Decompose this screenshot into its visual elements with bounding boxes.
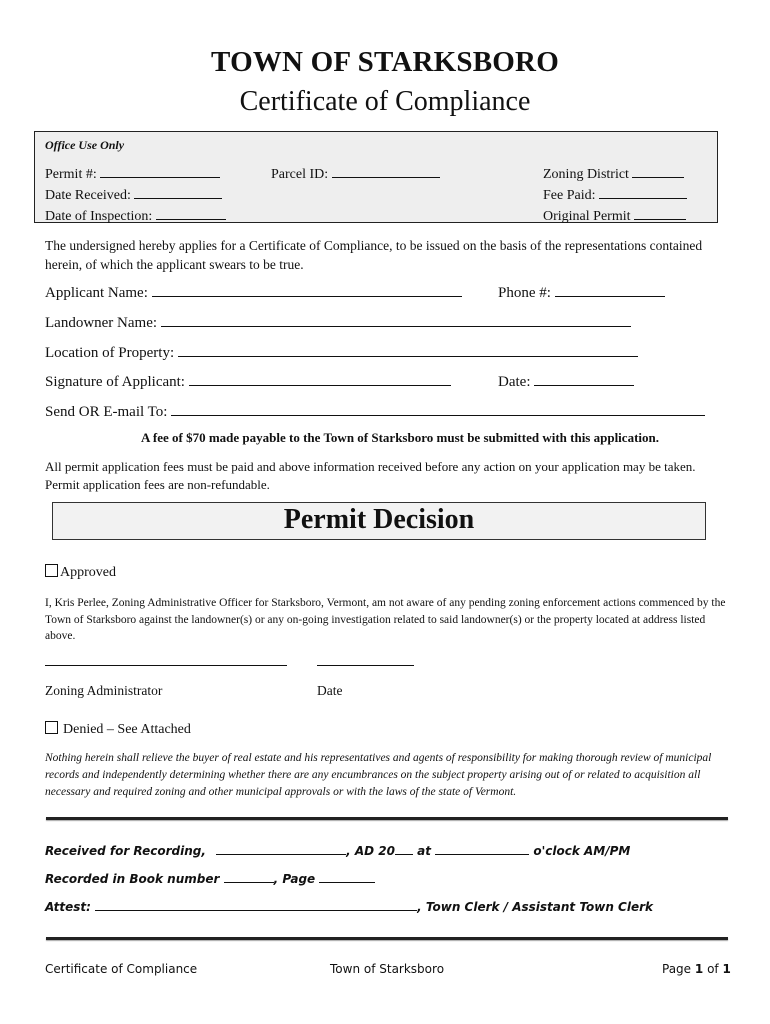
landowner-name-line xyxy=(161,313,631,327)
permit-number-label: Permit #: xyxy=(45,167,97,182)
footer-left: Certificate of Compliance xyxy=(45,962,198,976)
parcel-id-line xyxy=(332,164,440,178)
fee-paid-line xyxy=(599,185,687,199)
parcel-id-label: Parcel ID: xyxy=(271,167,329,182)
applicant-name-label: Applicant Name: xyxy=(45,285,148,301)
book-label: Recorded in Book number xyxy=(45,872,220,886)
book-number-line[interactable] xyxy=(224,871,274,883)
zoning-admin-signature-line[interactable] xyxy=(45,665,287,666)
attest-label: Attest: xyxy=(45,900,91,914)
date-line xyxy=(534,372,634,386)
zoning-district-row[interactable] xyxy=(543,164,687,185)
page-total: 1 xyxy=(722,962,731,976)
date-inspection-label: Date of Inspection: xyxy=(45,209,153,224)
original-permit-label: Original Permit xyxy=(543,209,631,224)
landowner-name-field[interactable] xyxy=(45,313,631,332)
oclock-label: o'clock AM/PM xyxy=(533,844,631,858)
permit-decision-title: Permit Decision xyxy=(283,504,475,535)
parcel-id-row[interactable] xyxy=(271,164,440,185)
permit-decision-box xyxy=(52,502,706,540)
permit-number-line xyxy=(100,164,220,178)
applicant-name-field[interactable] xyxy=(45,283,462,302)
ad-label: , AD 20 xyxy=(346,844,395,858)
date-inspection-row[interactable] xyxy=(45,206,226,227)
phone-line xyxy=(555,283,665,297)
date-label: Date: xyxy=(498,374,531,390)
fees-paragraph: All permit application fees must be paid and above information received before any action on your application may be taken. Permit application fees are non-refundable. xyxy=(45,459,696,492)
original-permit-row[interactable] xyxy=(543,206,687,227)
intro-paragraph: The undersigned hereby applies for a Certificate of Compliance, to be issued on the basis of the representations contained herein, of which the applicant swears to be true. xyxy=(45,238,703,272)
date-received-row[interactable] xyxy=(45,185,226,206)
original-permit-line xyxy=(634,206,686,220)
year-line[interactable] xyxy=(395,843,413,855)
applicant-name-line xyxy=(152,283,462,297)
zoning-admin-date-line[interactable] xyxy=(317,665,414,666)
footer-page xyxy=(662,962,731,976)
location-line xyxy=(178,343,638,357)
approved-checkbox[interactable] xyxy=(45,564,58,577)
page-label: , Page xyxy=(273,872,316,886)
page-word: Page xyxy=(662,962,692,976)
footer-center: Town of Starksboro xyxy=(330,962,445,976)
fee-note: A fee of $70 made payable to the Town of Starksboro must be submitted with this application. xyxy=(140,430,659,445)
page-number-line[interactable] xyxy=(319,871,375,883)
send-to-label: Send OR E-mail To: xyxy=(45,404,168,420)
location-field[interactable] xyxy=(45,343,638,362)
location-label: Location of Property: xyxy=(45,345,175,361)
signature-field[interactable] xyxy=(45,372,451,391)
page-subtitle: Certificate of Compliance xyxy=(239,86,531,117)
zoning-district-label: Zoning District xyxy=(543,167,629,182)
date-inspection-line xyxy=(156,206,226,220)
received-date-line[interactable] xyxy=(216,843,346,855)
zoning-district-line xyxy=(632,164,684,178)
zoning-admin-label: Zoning Administrator xyxy=(45,683,163,698)
signature-line xyxy=(189,372,451,386)
zoning-date-label: Date xyxy=(317,683,343,698)
page-title: TOWN OF STARKSBORO xyxy=(211,46,559,78)
attest-row xyxy=(45,899,653,914)
divider-top xyxy=(46,817,728,820)
office-use-box xyxy=(34,131,718,223)
received-for-recording-row xyxy=(45,843,630,858)
attest-line[interactable] xyxy=(95,899,417,911)
denied-option[interactable] xyxy=(45,721,191,738)
fee-paid-row[interactable] xyxy=(543,185,687,206)
signature-label: Signature of Applicant: xyxy=(45,374,185,390)
fee-paid-label: Fee Paid: xyxy=(543,188,596,203)
clerk-label: , Town Clerk / Assistant Town Clerk xyxy=(417,900,653,914)
at-label: at xyxy=(417,844,431,858)
office-col-left xyxy=(45,164,226,227)
send-to-line xyxy=(171,402,705,416)
date-received-label: Date Received: xyxy=(45,188,131,203)
send-to-field[interactable] xyxy=(45,402,705,421)
denied-checkbox[interactable] xyxy=(45,721,58,734)
phone-field[interactable] xyxy=(498,283,665,302)
divider-bottom xyxy=(46,937,728,940)
disclaimer-paragraph: Nothing herein shall relieve the buyer of real estate and his representatives and agents of responsibility for making thorough review of municipal records and independently determining whether there are any encumbrances on the subject property arising out of or related to acquisition all necessary and required zoning and other municipal approvals or with the laws of the state of Vermont. xyxy=(45,752,712,798)
office-col-middle xyxy=(271,164,440,185)
approved-option[interactable] xyxy=(45,564,116,581)
officer-statement: I, Kris Perlee, Zoning Administrative Officer for Starksboro, Vermont, am not aware of any pending zoning enforcement actions commenced by the Town of Starksboro against the landowner(s) or any on-going investigation related to said landowner(s) or the property located at address listed above. xyxy=(45,597,726,642)
landowner-name-label: Landowner Name: xyxy=(45,315,158,331)
approved-label: Approved xyxy=(60,565,116,580)
time-line[interactable] xyxy=(435,843,529,855)
denied-label: Denied – See Attached xyxy=(63,722,191,737)
permit-number-row[interactable] xyxy=(45,164,226,185)
date-field[interactable] xyxy=(498,372,634,391)
page-number: 1 xyxy=(694,962,704,976)
office-use-label: Office Use Only xyxy=(45,138,125,152)
phone-label: Phone #: xyxy=(498,285,551,301)
recorded-book-row xyxy=(45,871,375,886)
office-col-right xyxy=(543,164,687,227)
of-word: of xyxy=(707,962,719,976)
received-label: Received for Recording, xyxy=(45,844,206,858)
date-received-line xyxy=(134,185,222,199)
